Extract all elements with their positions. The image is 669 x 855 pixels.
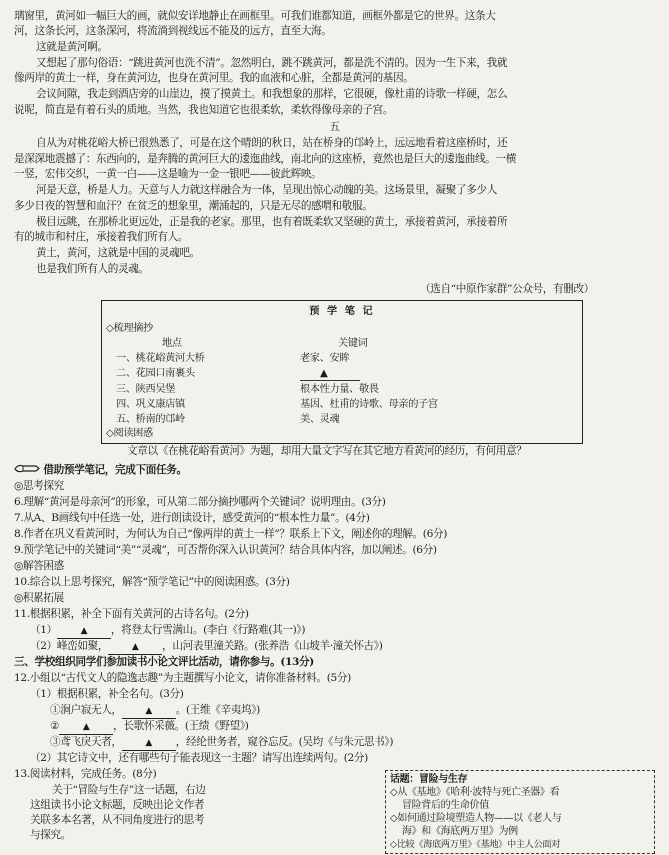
article-line: 多少日夜的智慧和血汗？在贫乏的想象里，潮涌起的，只是无尽的感喟和敬服。 xyxy=(14,200,373,212)
question-12-1-3: ③鸢飞戾天者， ▲ ，经纶世务者，窥谷忘反。(吴均《与朱元思书》) xyxy=(50,736,393,751)
article-line: 极目远眺，在那桥北更远处，正是我的老家。那里，也有着既柔软又坚硬的黄土，承接着黄河，承接着所 xyxy=(36,216,508,228)
q13-text-line: 与探究。 xyxy=(30,829,71,841)
notes-row-place: 一、桃花峪黄河大桥 xyxy=(116,353,205,364)
topic-box-item: ◇从《基地》《哈利·波特与死亡圣器》看 xyxy=(390,787,560,798)
question-12-1-1: ①涧户寂无人， ▲ 。(王维《辛夷坞》) xyxy=(50,704,260,719)
question-11: 11.根据积累，补全下面有关黄河的古诗名句。(2分) xyxy=(14,608,249,620)
article-line: 会议间隙，我走到酒店旁的山崖边，摸了摸黄土。和我想象的那样，它很硬，像杜甫的诗歌一样硬，怎么 xyxy=(36,88,508,100)
notes-row-keyword: 老家、安眸 xyxy=(300,353,350,364)
notes-sort-heading: ◇梳理摘抄 xyxy=(106,323,153,334)
article-source: （选自“中原作家群”公众号，有删改） xyxy=(420,283,595,295)
notes-row-place: 三、陕西吴堡 xyxy=(116,384,176,395)
article-line: 自从为对桃花峪大桥已很熟悉了，可是在这个晴朗的秋日，站在桥身的邙岭上，远远地看着这座桥时，还 xyxy=(36,137,508,149)
topic-box xyxy=(385,770,655,854)
blank-underline xyxy=(300,380,360,381)
notes-confusion-heading: ◇阅读困惑 xyxy=(106,428,153,439)
notes-row-keyword: 美、灵魂 xyxy=(300,414,340,425)
notes-row-place: 四、巩义康店镇 xyxy=(116,399,185,410)
article-line: 一竖，宏伟交织，一黄一白——这是喻为一金一银吧——彼此辉映。 xyxy=(14,168,322,180)
think-heading: ◎思考探究 xyxy=(14,480,64,492)
solve-heading: ◎解答困惑 xyxy=(14,560,64,572)
article-line: 又想起了那句俗语：“跳进黄河也洗不清”。忽然明白，跳不跳黄河，都是洗不清的。因为一生下来，我就 xyxy=(36,57,508,69)
question-13: 13.阅读材料，完成任务。(8分) xyxy=(14,768,157,780)
question-9: 9.预学笔记中的关键词“美”“灵魂”，可否帮你深入认识黄河？结合具体内容，加以阐述。(6分) xyxy=(14,544,437,556)
question-12-1: （1）根据积累，补全名句。(3分) xyxy=(30,688,184,700)
q13-text-line: 关联多本名著，从不同角度进行的思考 xyxy=(30,814,205,826)
notes-confusion-text: 文章以《在桃花峪看黄河》为题，却用大量文字写在其它地方看黄河的经历，有何用意？ xyxy=(127,445,527,457)
extension-heading: ◎积累拓展 xyxy=(14,592,64,604)
topic-box-item: 海》和《海底两万里》为例 xyxy=(402,826,518,837)
tasks-intro: 借助预学笔记，完成下面任务。 xyxy=(43,464,187,476)
article-line: 有的城市和村庄，承接着我们所有人。 xyxy=(14,231,189,243)
article-line: 河，这条长河，这条深河，将流淌到视线远不能及的远方，直至大海。 xyxy=(14,25,332,37)
article-line: 也是我们所有人的灵魂。 xyxy=(36,263,149,275)
article-line: 河是天意，桥是人力。天意与人力就这样融合为一体，呈现出惊心动魄的美。这场景里，凝聚了多少人 xyxy=(36,184,497,196)
question-11-1: （1） ▲ ，将登太行雪满山。(李白《行路难(其一)》) xyxy=(30,624,305,639)
notes-row-place: 二、花园口南裹头 xyxy=(116,368,195,379)
question-12-1-2: ② ▲ ，长歌怀采薇。(王绩《野望》) xyxy=(50,720,249,735)
question-10: 10.综合以上思考探究，解答“预学笔记”中的阅读困惑。(3分) xyxy=(14,576,290,588)
section-3-heading: 三、学校组织同学们参加读书小论文评比活动，请你参与。(13分) xyxy=(14,656,314,668)
question-7: 7.从A、B画线句中任选一处，进行朗读设计，感受黄河的“根本性力量”。(4分) xyxy=(14,512,370,524)
pencil-hand-icon xyxy=(14,462,40,479)
notes-row-place: 五、桥南的邙岭 xyxy=(116,414,185,425)
question-6: 6.理解“黄河是母亲河”的形象，可从第二部分摘抄哪两个关键词？说明理由。(3分) xyxy=(14,496,386,508)
topic-box-item: ◇如何通过险境塑造人物——以《老人与 xyxy=(390,813,562,824)
article-line: 黄土，黄河，这就是中国的灵魂吧。 xyxy=(36,247,200,259)
article-line: 说呢，简直是有着石头的质地。当然，我也知道它也很柔软，柔软得像母亲的子宫。 xyxy=(14,104,394,116)
notes-title: 预 学 笔 记 xyxy=(309,305,375,317)
notes-col-keyword: 关键词 xyxy=(338,338,368,349)
notes-row-keyword: 基因、杜甫的诗歌、母亲的子宫 xyxy=(300,399,438,410)
topic-box-item: ◇比较《海底两万里》《基地》中主人公面对 xyxy=(390,839,561,850)
section-number: 五 xyxy=(329,121,340,133)
question-12: 12.小组以“古代文人的隐逸志趣”为主题撰写小论文，请你准备材料。(5分) xyxy=(14,672,351,684)
topic-box-item: 冒险背后的生命价值 xyxy=(402,800,489,811)
article-line: 这就是黄河啊。 xyxy=(36,41,108,53)
question-12-2: （2）其它诗文中，还有哪些句子能表现这一主题？请写出连续两句。(2分) xyxy=(30,752,368,764)
topic-box-title: 话题：冒险与生存 xyxy=(390,774,468,785)
q13-text-line: 关于“冒险与生存”这一话题，右边 xyxy=(52,784,206,796)
notes-col-place: 地点 xyxy=(162,338,182,349)
q13-text-line: 这组读书小论文标题，反映出论文作者 xyxy=(30,799,205,811)
article-line: 璃窗里，黄河如一幅巨大的画，就似安详地静止在画框里。可我们谁都知道，画框外都是它的世界。这条大 xyxy=(14,10,496,22)
tasks-intro-line xyxy=(14,462,187,479)
notes-row-keyword-blank: ▲ xyxy=(320,368,328,379)
notes-row-keyword: 根本性力量、敬畏 xyxy=(300,384,379,395)
question-8: 8.作者在巩义看黄河时，为何认为自己“像两岸的黄土一样”？联系上下文，阐述你的理解。(6分) xyxy=(14,528,447,540)
article-line: 是深深地震撼了：东西向的，是奔腾的黄河巨大的逶迤曲线，南北向的这座桥，竟然也是巨大的逶迤曲线。一横 xyxy=(14,153,516,165)
question-11-2: （2）峰峦如聚， ▲ ，山河表里潼关路。(张养浩《山坡羊·潼关怀古》) xyxy=(30,640,383,655)
pre-study-notes-box xyxy=(101,300,583,444)
article-line: 像两岸的黄土一样，身在黄河边，也身在黄河里。我的血液和心脏，全都是黄河的基因。 xyxy=(14,72,414,84)
